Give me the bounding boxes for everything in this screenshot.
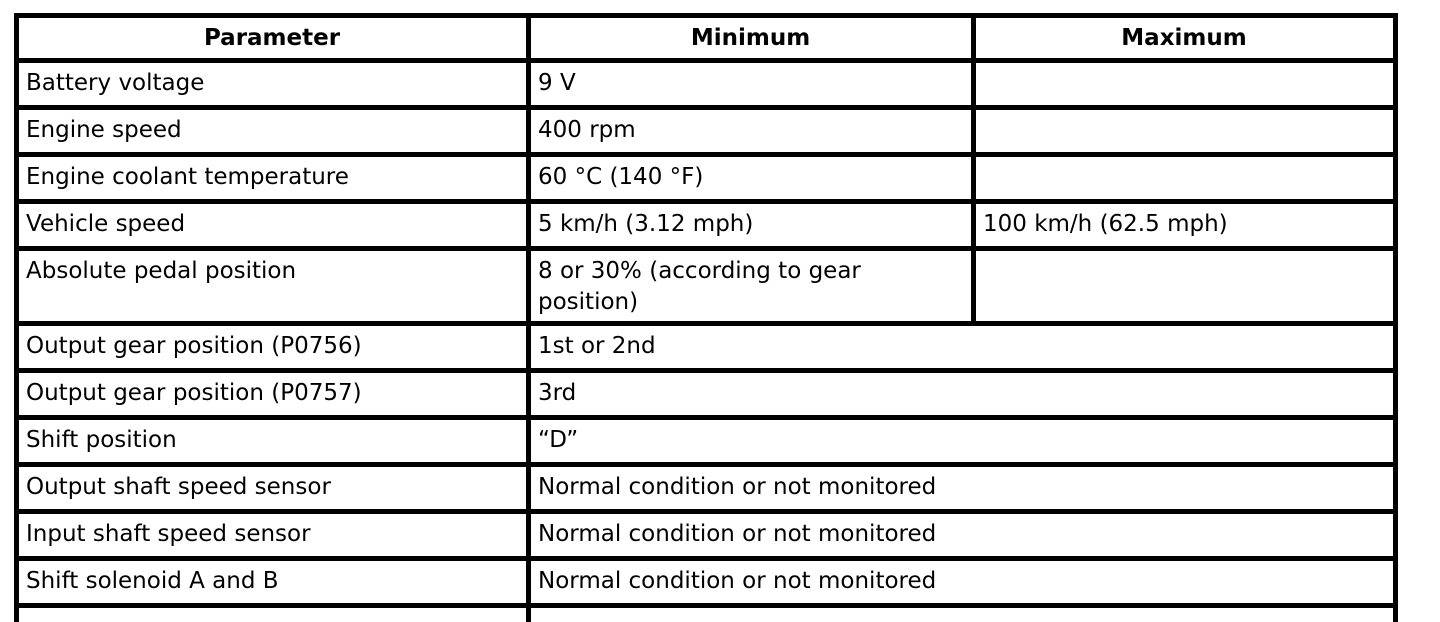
table-row	[17, 465, 1396, 512]
minimum-cell: 400 rpm	[529, 108, 974, 155]
table-row	[17, 371, 1396, 418]
maximum-cell	[974, 108, 1396, 155]
value-cell: “D”	[529, 418, 1396, 465]
table-row	[17, 559, 1396, 606]
table-row	[17, 61, 1396, 108]
table-row	[17, 512, 1396, 559]
table-row	[17, 202, 1396, 249]
header-parameter: Parameter	[17, 16, 529, 61]
parameter-cell: Output shaft speed sensor	[17, 465, 529, 512]
value-cell: Normal condition or not monitored	[529, 465, 1396, 512]
parameter-table	[14, 13, 1398, 622]
table-row	[17, 155, 1396, 202]
table-row	[17, 324, 1396, 371]
parameter-cell: Output gear position (P0757)	[17, 371, 529, 418]
header-minimum: Minimum	[529, 16, 974, 61]
maximum-cell	[974, 155, 1396, 202]
parameter-cell: Shift position	[17, 418, 529, 465]
minimum-cell: 9 V	[529, 61, 974, 108]
maximum-cell	[974, 249, 1396, 324]
parameter-cell: Absolute pedal position	[17, 249, 529, 324]
table-row	[17, 249, 1396, 324]
table-row	[17, 606, 1396, 622]
parameter-cell	[17, 606, 529, 622]
parameter-cell: Shift solenoid A and B	[17, 559, 529, 606]
table-row	[17, 108, 1396, 155]
parameter-cell: Engine coolant temperature	[17, 155, 529, 202]
minimum-cell: 60 °C (140 °F)	[529, 155, 974, 202]
parameter-cell: Engine speed	[17, 108, 529, 155]
value-cell: Normal condition or not monitored	[529, 559, 1396, 606]
maximum-cell: 100 km/h (62.5 mph)	[974, 202, 1396, 249]
value-cell: Normal condition or not monitored	[529, 512, 1396, 559]
minimum-cell: 5 km/h (3.12 mph)	[529, 202, 974, 249]
parameter-cell: Battery voltage	[17, 61, 529, 108]
value-cell	[529, 606, 1396, 622]
parameter-cell: Vehicle speed	[17, 202, 529, 249]
maximum-cell	[974, 61, 1396, 108]
table-row	[17, 418, 1396, 465]
header-maximum: Maximum	[974, 16, 1396, 61]
table-header-row	[17, 16, 1396, 61]
value-cell: 1st or 2nd	[529, 324, 1396, 371]
minimum-cell: 8 or 30% (according to gear position)	[529, 249, 974, 324]
parameter-cell: Output gear position (P0756)	[17, 324, 529, 371]
value-cell: 3rd	[529, 371, 1396, 418]
parameter-cell: Input shaft speed sensor	[17, 512, 529, 559]
